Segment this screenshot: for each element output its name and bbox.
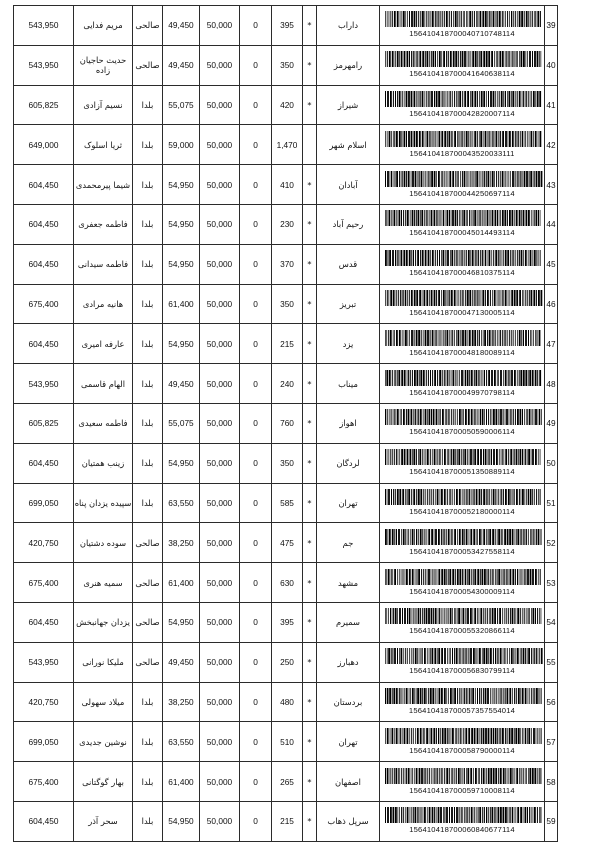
extra-fee: 0 [240, 125, 272, 165]
barcode-cell [380, 403, 545, 443]
destination-city: یزد [317, 324, 380, 364]
table-row [14, 204, 558, 244]
flag-star: * [303, 165, 317, 205]
recipient-name: ملیکا نورانی [74, 642, 133, 682]
tracking-code: 156410418700040710748114 [409, 29, 515, 39]
weight-grams: 1,470 [272, 125, 303, 165]
flag-star: * [303, 6, 317, 46]
destination-city: قدس [317, 244, 380, 284]
fixed-fee: 50,000 [200, 602, 240, 642]
weight-grams: 370 [272, 244, 303, 284]
row-number: 51 [545, 483, 558, 523]
weight-grams: 215 [272, 324, 303, 364]
extra-fee: 0 [240, 165, 272, 205]
weight-grams: 240 [272, 364, 303, 404]
barcode-cell [380, 85, 545, 125]
service-type: بلدا [133, 204, 163, 244]
tracking-code: 156410418700059710008114 [409, 785, 515, 795]
fixed-fee: 50,000 [200, 523, 240, 563]
fixed-fee: 50,000 [200, 483, 240, 523]
total-amount: 699,050 [14, 483, 74, 523]
tracking-code: 156410418700054300009114 [409, 586, 515, 596]
barcode-cell [380, 483, 545, 523]
destination-city: تبریز [317, 284, 380, 324]
barcode-cell [380, 682, 545, 722]
row-number: 46 [545, 284, 558, 324]
total-amount: 543,950 [14, 45, 74, 85]
barcode-cell [380, 165, 545, 205]
barcode-cell [380, 364, 545, 404]
recipient-name: مریم فدایی [74, 6, 133, 46]
total-amount: 604,450 [14, 244, 74, 284]
fixed-fee: 50,000 [200, 801, 240, 841]
tracking-code: 156410418700060840677114 [409, 825, 515, 835]
total-amount: 543,950 [14, 364, 74, 404]
service-type: صالحی [133, 6, 163, 46]
recipient-name: عارفه امیری [74, 324, 133, 364]
service-type: صالحی [133, 642, 163, 682]
destination-city: تهران [317, 483, 380, 523]
extra-fee: 0 [240, 364, 272, 404]
fixed-fee: 50,000 [200, 85, 240, 125]
total-amount: 675,400 [14, 563, 74, 603]
recipient-name: هانیه مرادی [74, 284, 133, 324]
postage-charge: 63,550 [163, 483, 200, 523]
table-row [14, 125, 558, 165]
extra-fee: 0 [240, 45, 272, 85]
postage-charge: 49,450 [163, 642, 200, 682]
weight-grams: 410 [272, 165, 303, 205]
destination-city: لردگان [317, 443, 380, 483]
extra-fee: 0 [240, 204, 272, 244]
table-row [14, 45, 558, 85]
recipient-name: حدیث حاجیان زاده [74, 45, 133, 85]
barcode-cell [380, 6, 545, 46]
barcode-icon [383, 171, 543, 187]
barcode-cell [380, 45, 545, 85]
table-row [14, 443, 558, 483]
destination-city: اهواز [317, 403, 380, 443]
fixed-fee: 50,000 [200, 403, 240, 443]
barcode-cell [380, 324, 545, 364]
extra-fee: 0 [240, 85, 272, 125]
row-number: 57 [545, 722, 558, 762]
total-amount: 543,950 [14, 642, 74, 682]
total-amount: 675,400 [14, 284, 74, 324]
barcode-cell [380, 125, 545, 165]
recipient-name: فاطمه سیدانی [74, 244, 133, 284]
flag-star [303, 125, 317, 165]
fixed-fee: 50,000 [200, 125, 240, 165]
fixed-fee: 50,000 [200, 682, 240, 722]
barcode-icon [383, 569, 543, 585]
flag-star: * [303, 682, 317, 722]
barcode-icon [383, 648, 543, 664]
tracking-code: 156410418700042820007114 [409, 108, 515, 118]
recipient-name: فاطمه جعفری [74, 204, 133, 244]
extra-fee: 0 [240, 6, 272, 46]
barcode-icon [383, 91, 543, 107]
service-type: بلدا [133, 403, 163, 443]
extra-fee: 0 [240, 324, 272, 364]
total-amount: 604,450 [14, 801, 74, 841]
table-row [14, 244, 558, 284]
table-row [14, 403, 558, 443]
total-amount: 604,450 [14, 443, 74, 483]
fixed-fee: 50,000 [200, 722, 240, 762]
service-type: بلدا [133, 244, 163, 284]
postage-charge: 54,950 [163, 801, 200, 841]
barcode-cell [380, 762, 545, 802]
weight-grams: 250 [272, 642, 303, 682]
barcode-cell [380, 801, 545, 841]
service-type: بلدا [133, 364, 163, 404]
row-number: 55 [545, 642, 558, 682]
weight-grams: 350 [272, 45, 303, 85]
barcode-icon [383, 330, 543, 346]
extra-fee: 0 [240, 244, 272, 284]
total-amount: 420,750 [14, 523, 74, 563]
row-number: 54 [545, 602, 558, 642]
destination-city: رحیم آباد [317, 204, 380, 244]
flag-star: * [303, 284, 317, 324]
flag-star: * [303, 443, 317, 483]
recipient-name: نسیم آزادی [74, 85, 133, 125]
table-row [14, 801, 558, 841]
postage-charge: 38,250 [163, 682, 200, 722]
recipient-name: نوشین جدیدی [74, 722, 133, 762]
recipient-name: فاطمه سعیدی [74, 403, 133, 443]
row-number: 56 [545, 682, 558, 722]
barcode-cell [380, 523, 545, 563]
table-body [14, 6, 558, 842]
service-type: بلدا [133, 801, 163, 841]
extra-fee: 0 [240, 403, 272, 443]
row-number: 58 [545, 762, 558, 802]
recipient-name: بهار گوگتانی [74, 762, 133, 802]
shipment-table [13, 5, 558, 842]
destination-city: سرپل ذهاب [317, 801, 380, 841]
row-number: 43 [545, 165, 558, 205]
weight-grams: 630 [272, 563, 303, 603]
weight-grams: 215 [272, 801, 303, 841]
destination-city: میناب [317, 364, 380, 404]
row-number: 39 [545, 6, 558, 46]
row-number: 45 [545, 244, 558, 284]
tracking-code: 156410418700050590006114 [409, 427, 515, 437]
row-number: 40 [545, 45, 558, 85]
row-number: 53 [545, 563, 558, 603]
service-type: بلدا [133, 284, 163, 324]
postage-charge: 54,950 [163, 244, 200, 284]
fixed-fee: 50,000 [200, 204, 240, 244]
flag-star: * [303, 244, 317, 284]
tracking-code: 156410418700049970798114 [409, 387, 515, 397]
fixed-fee: 50,000 [200, 324, 240, 364]
barcode-cell [380, 244, 545, 284]
service-type: بلدا [133, 443, 163, 483]
barcode-cell [380, 722, 545, 762]
service-type: بلدا [133, 324, 163, 364]
fixed-fee: 50,000 [200, 443, 240, 483]
destination-city: شیراز [317, 85, 380, 125]
service-type: صالحی [133, 602, 163, 642]
barcode-icon [383, 51, 543, 67]
barcode-icon [383, 290, 543, 306]
recipient-name: ثریا اسلوک [74, 125, 133, 165]
destination-city: داراب [317, 6, 380, 46]
total-amount: 604,450 [14, 165, 74, 205]
weight-grams: 420 [272, 85, 303, 125]
destination-city: بردستان [317, 682, 380, 722]
fixed-fee: 50,000 [200, 284, 240, 324]
weight-grams: 480 [272, 682, 303, 722]
total-amount: 604,450 [14, 324, 74, 364]
service-type: صالحی [133, 523, 163, 563]
recipient-name: میلاد سهولی [74, 682, 133, 722]
tracking-code: 156410418700044250697114 [409, 188, 515, 198]
flag-star: * [303, 483, 317, 523]
extra-fee: 0 [240, 483, 272, 523]
fixed-fee: 50,000 [200, 762, 240, 802]
flag-star: * [303, 563, 317, 603]
flag-star: * [303, 324, 317, 364]
postage-charge: 54,950 [163, 165, 200, 205]
barcode-icon [383, 768, 543, 784]
fixed-fee: 50,000 [200, 45, 240, 85]
barcode-cell [380, 602, 545, 642]
service-type: بلدا [133, 165, 163, 205]
barcode-icon [383, 807, 543, 823]
table-row [14, 762, 558, 802]
weight-grams: 760 [272, 403, 303, 443]
service-type: بلدا [133, 682, 163, 722]
flag-star: * [303, 722, 317, 762]
total-amount: 605,825 [14, 85, 74, 125]
postage-charge: 54,950 [163, 602, 200, 642]
extra-fee: 0 [240, 602, 272, 642]
destination-city: اصفهان [317, 762, 380, 802]
extra-fee: 0 [240, 284, 272, 324]
service-type: بلدا [133, 722, 163, 762]
postage-charge: 61,400 [163, 284, 200, 324]
postage-charge: 59,000 [163, 125, 200, 165]
row-number: 52 [545, 523, 558, 563]
service-type: بلدا [133, 483, 163, 523]
barcode-icon [383, 728, 543, 744]
tracking-code: 156410418700041640638114 [409, 69, 515, 79]
total-amount: 649,000 [14, 125, 74, 165]
barcode-icon [383, 370, 543, 386]
barcode-icon [383, 131, 543, 147]
barcode-icon [383, 489, 543, 505]
extra-fee: 0 [240, 801, 272, 841]
barcode-icon [383, 210, 543, 226]
postage-charge: 49,450 [163, 45, 200, 85]
flag-star: * [303, 85, 317, 125]
fixed-fee: 50,000 [200, 642, 240, 682]
postage-charge: 55,075 [163, 403, 200, 443]
table-row [14, 165, 558, 205]
postage-charge: 61,400 [163, 563, 200, 603]
flag-star: * [303, 45, 317, 85]
postage-charge: 54,950 [163, 443, 200, 483]
table-row [14, 364, 558, 404]
destination-city: اسلام شهر [317, 125, 380, 165]
weight-grams: 230 [272, 204, 303, 244]
total-amount: 604,450 [14, 602, 74, 642]
tracking-code: 156410418700053427558114 [409, 546, 515, 556]
weight-grams: 475 [272, 523, 303, 563]
flag-star: * [303, 204, 317, 244]
total-amount: 420,750 [14, 682, 74, 722]
service-type: بلدا [133, 125, 163, 165]
weight-grams: 395 [272, 6, 303, 46]
row-number: 59 [545, 801, 558, 841]
tracking-code: 156410418700058790000114 [409, 745, 515, 755]
table-row [14, 602, 558, 642]
fixed-fee: 50,000 [200, 563, 240, 603]
total-amount: 543,950 [14, 6, 74, 46]
flag-star: * [303, 602, 317, 642]
table-row [14, 284, 558, 324]
barcode-icon [383, 608, 543, 624]
tracking-code: 156410418700056830799114 [409, 666, 515, 676]
service-type: صالحی [133, 563, 163, 603]
destination-city: مشهد [317, 563, 380, 603]
barcode-icon [383, 250, 543, 266]
table-row [14, 563, 558, 603]
extra-fee: 0 [240, 563, 272, 603]
extra-fee: 0 [240, 642, 272, 682]
service-type: بلدا [133, 762, 163, 802]
postage-charge: 61,400 [163, 762, 200, 802]
destination-city: رامهرمز [317, 45, 380, 85]
weight-grams: 395 [272, 602, 303, 642]
row-number: 50 [545, 443, 558, 483]
tracking-code: 156410418700046810375114 [409, 268, 515, 278]
tracking-code: 156410418700048180089114 [409, 347, 515, 357]
recipient-name: سوده دشتیان [74, 523, 133, 563]
row-number: 47 [545, 324, 558, 364]
total-amount: 604,450 [14, 204, 74, 244]
total-amount: 699,050 [14, 722, 74, 762]
extra-fee: 0 [240, 523, 272, 563]
barcode-cell [380, 204, 545, 244]
total-amount: 605,825 [14, 403, 74, 443]
row-number: 49 [545, 403, 558, 443]
barcode-cell [380, 284, 545, 324]
barcode-cell [380, 563, 545, 603]
service-type: بلدا [133, 85, 163, 125]
destination-city: جم [317, 523, 380, 563]
flag-star: * [303, 801, 317, 841]
recipient-name: یزدان جهانبخش [74, 602, 133, 642]
weight-grams: 265 [272, 762, 303, 802]
weight-grams: 350 [272, 284, 303, 324]
row-number: 48 [545, 364, 558, 404]
row-number: 42 [545, 125, 558, 165]
destination-city: تهران [317, 722, 380, 762]
recipient-name: الهام قاسمی [74, 364, 133, 404]
recipient-name: سپیده یزدان پناه [74, 483, 133, 523]
table-row [14, 682, 558, 722]
barcode-icon [383, 529, 543, 545]
weight-grams: 585 [272, 483, 303, 523]
barcode-cell [380, 443, 545, 483]
table-row [14, 6, 558, 46]
postage-charge: 49,450 [163, 364, 200, 404]
table-row [14, 722, 558, 762]
table-row [14, 523, 558, 563]
extra-fee: 0 [240, 762, 272, 802]
weight-grams: 510 [272, 722, 303, 762]
barcode-icon [383, 688, 543, 704]
barcode-icon [383, 409, 543, 425]
flag-star: * [303, 364, 317, 404]
table-row [14, 642, 558, 682]
recipient-name: زینب همتیان [74, 443, 133, 483]
flag-star: * [303, 523, 317, 563]
table-row [14, 483, 558, 523]
recipient-name: سحر آذر [74, 801, 133, 841]
extra-fee: 0 [240, 443, 272, 483]
weight-grams: 350 [272, 443, 303, 483]
table-row [14, 85, 558, 125]
flag-star: * [303, 642, 317, 682]
flag-star: * [303, 762, 317, 802]
tracking-code: 156410418700045014493114 [409, 228, 515, 238]
total-amount: 675,400 [14, 762, 74, 802]
postage-charge: 55,075 [163, 85, 200, 125]
barcode-icon [383, 449, 543, 465]
barcode-cell [380, 642, 545, 682]
tracking-code: 156410418700051350889114 [409, 467, 515, 477]
recipient-name: سمیه هنری [74, 563, 133, 603]
service-type: صالحی [133, 45, 163, 85]
fixed-fee: 50,000 [200, 244, 240, 284]
row-number: 41 [545, 85, 558, 125]
extra-fee: 0 [240, 682, 272, 722]
tracking-code: 156410418700057357554014 [408, 705, 516, 715]
postage-charge: 63,550 [163, 722, 200, 762]
recipient-name: شیما پیرمحمدی [74, 165, 133, 205]
barcode-icon [383, 11, 543, 27]
extra-fee: 0 [240, 722, 272, 762]
fixed-fee: 50,000 [200, 6, 240, 46]
tracking-code: 156410418700043520033111 [409, 148, 515, 158]
flag-star: * [303, 403, 317, 443]
destination-city: دهبارز [317, 642, 380, 682]
postage-charge: 38,250 [163, 523, 200, 563]
fixed-fee: 50,000 [200, 364, 240, 404]
postage-charge: 49,450 [163, 6, 200, 46]
postage-charge: 54,950 [163, 204, 200, 244]
tracking-code: 156410418700052180000114 [409, 506, 515, 516]
destination-city: آبادان [317, 165, 380, 205]
row-number: 44 [545, 204, 558, 244]
table-row [14, 324, 558, 364]
tracking-code: 156410418700047130005114 [409, 307, 515, 317]
fixed-fee: 50,000 [200, 165, 240, 205]
tracking-code: 156410418700055320866114 [409, 626, 515, 636]
destination-city: سمیرم [317, 602, 380, 642]
postage-charge: 54,950 [163, 324, 200, 364]
